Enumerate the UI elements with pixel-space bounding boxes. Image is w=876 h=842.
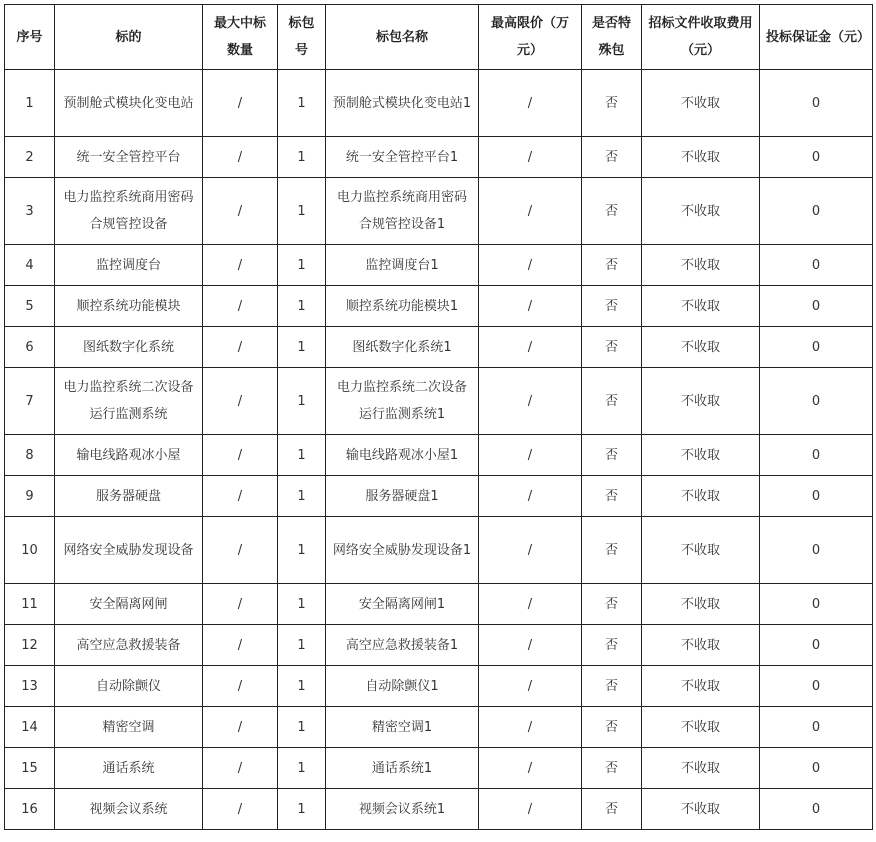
cell-package-name: 图纸数字化系统1 — [326, 327, 479, 368]
cell-max-quantity: / — [203, 476, 278, 517]
cell-price-limit: / — [479, 666, 582, 707]
cell-max-quantity: / — [203, 707, 278, 748]
cell-special: 否 — [582, 286, 642, 327]
table-row — [5, 666, 873, 707]
cell-no: 16 — [5, 789, 55, 830]
cell-price-limit: / — [479, 327, 582, 368]
cell-no: 10 — [5, 517, 55, 584]
cell-deposit: 0 — [760, 789, 873, 830]
cell-deposit: 0 — [760, 286, 873, 327]
cell-package-no: 1 — [278, 245, 326, 286]
cell-package-name: 服务器硬盘1 — [326, 476, 479, 517]
cell-no: 13 — [5, 666, 55, 707]
cell-item: 高空应急救援装备 — [55, 625, 203, 666]
table-row — [5, 368, 873, 435]
cell-deposit: 0 — [760, 368, 873, 435]
cell-package-name: 电力监控系统二次设备运行监测系统1 — [326, 368, 479, 435]
cell-max-quantity: / — [203, 748, 278, 789]
cell-no: 9 — [5, 476, 55, 517]
table-row — [5, 625, 873, 666]
cell-special: 否 — [582, 245, 642, 286]
cell-deposit: 0 — [760, 517, 873, 584]
cell-price-limit: / — [479, 137, 582, 178]
cell-item: 服务器硬盘 — [55, 476, 203, 517]
cell-package-no: 1 — [278, 137, 326, 178]
cell-item: 输电线路观冰小屋 — [55, 435, 203, 476]
cell-price-limit: / — [479, 286, 582, 327]
cell-fee: 不收取 — [642, 178, 760, 245]
table-row — [5, 584, 873, 625]
cell-fee: 不收取 — [642, 625, 760, 666]
cell-max-quantity: / — [203, 70, 278, 137]
cell-deposit: 0 — [760, 625, 873, 666]
cell-no: 1 — [5, 70, 55, 137]
cell-max-quantity: / — [203, 435, 278, 476]
cell-max-quantity: / — [203, 327, 278, 368]
cell-no: 14 — [5, 707, 55, 748]
cell-item: 统一安全管控平台 — [55, 137, 203, 178]
table-row — [5, 748, 873, 789]
table-row — [5, 137, 873, 178]
cell-fee: 不收取 — [642, 435, 760, 476]
cell-max-quantity: / — [203, 178, 278, 245]
cell-item: 监控调度台 — [55, 245, 203, 286]
cell-item: 顺控系统功能模块 — [55, 286, 203, 327]
cell-package-no: 1 — [278, 368, 326, 435]
cell-package-no: 1 — [278, 625, 326, 666]
cell-fee: 不收取 — [642, 517, 760, 584]
cell-fee: 不收取 — [642, 70, 760, 137]
cell-fee: 不收取 — [642, 707, 760, 748]
cell-package-name: 精密空调1 — [326, 707, 479, 748]
cell-special: 否 — [582, 327, 642, 368]
cell-max-quantity: / — [203, 245, 278, 286]
cell-deposit: 0 — [760, 245, 873, 286]
cell-fee: 不收取 — [642, 137, 760, 178]
cell-fee: 不收取 — [642, 286, 760, 327]
header-cell: 投标保证金（元） — [760, 5, 873, 70]
cell-package-name: 网络安全威胁发现设备1 — [326, 517, 479, 584]
cell-price-limit: / — [479, 748, 582, 789]
cell-special: 否 — [582, 178, 642, 245]
cell-package-name: 自动除颤仪1 — [326, 666, 479, 707]
cell-special: 否 — [582, 789, 642, 830]
cell-fee: 不收取 — [642, 748, 760, 789]
header-cell: 最高限价（万元） — [479, 5, 582, 70]
cell-deposit: 0 — [760, 476, 873, 517]
cell-max-quantity: / — [203, 137, 278, 178]
cell-deposit: 0 — [760, 178, 873, 245]
cell-item: 通话系统 — [55, 748, 203, 789]
cell-fee: 不收取 — [642, 584, 760, 625]
cell-deposit: 0 — [760, 584, 873, 625]
table-row — [5, 327, 873, 368]
cell-price-limit: / — [479, 70, 582, 137]
cell-fee: 不收取 — [642, 245, 760, 286]
cell-special: 否 — [582, 368, 642, 435]
cell-package-name: 通话系统1 — [326, 748, 479, 789]
cell-price-limit: / — [479, 435, 582, 476]
cell-price-limit: / — [479, 245, 582, 286]
table-row — [5, 707, 873, 748]
cell-package-no: 1 — [278, 70, 326, 137]
cell-special: 否 — [582, 666, 642, 707]
cell-max-quantity: / — [203, 789, 278, 830]
cell-package-name: 高空应急救援装备1 — [326, 625, 479, 666]
header-cell: 序号 — [5, 5, 55, 70]
cell-item: 自动除颤仪 — [55, 666, 203, 707]
cell-fee: 不收取 — [642, 789, 760, 830]
cell-fee: 不收取 — [642, 368, 760, 435]
cell-no: 5 — [5, 286, 55, 327]
cell-item: 视频会议系统 — [55, 789, 203, 830]
cell-special: 否 — [582, 70, 642, 137]
cell-no: 15 — [5, 748, 55, 789]
cell-package-name: 安全隔离网闸1 — [326, 584, 479, 625]
cell-item: 图纸数字化系统 — [55, 327, 203, 368]
table-row — [5, 789, 873, 830]
table-row — [5, 517, 873, 584]
cell-package-name: 输电线路观冰小屋1 — [326, 435, 479, 476]
cell-price-limit: / — [479, 476, 582, 517]
cell-special: 否 — [582, 137, 642, 178]
cell-special: 否 — [582, 625, 642, 666]
cell-item: 精密空调 — [55, 707, 203, 748]
cell-deposit: 0 — [760, 707, 873, 748]
cell-no: 12 — [5, 625, 55, 666]
table-header-row — [5, 5, 873, 70]
cell-max-quantity: / — [203, 666, 278, 707]
table-row — [5, 245, 873, 286]
cell-special: 否 — [582, 517, 642, 584]
cell-special: 否 — [582, 748, 642, 789]
cell-package-no: 1 — [278, 178, 326, 245]
cell-deposit: 0 — [760, 327, 873, 368]
cell-price-limit: / — [479, 584, 582, 625]
cell-item: 电力监控系统二次设备运行监测系统 — [55, 368, 203, 435]
cell-no: 11 — [5, 584, 55, 625]
header-cell: 招标文件收取费用（元） — [642, 5, 760, 70]
cell-package-name: 电力监控系统商用密码合规管控设备1 — [326, 178, 479, 245]
cell-deposit: 0 — [760, 70, 873, 137]
cell-package-name: 统一安全管控平台1 — [326, 137, 479, 178]
table-row — [5, 435, 873, 476]
cell-max-quantity: / — [203, 368, 278, 435]
cell-no: 3 — [5, 178, 55, 245]
cell-package-no: 1 — [278, 666, 326, 707]
cell-package-no: 1 — [278, 584, 326, 625]
cell-package-name: 视频会议系统1 — [326, 789, 479, 830]
cell-max-quantity: / — [203, 584, 278, 625]
cell-fee: 不收取 — [642, 666, 760, 707]
cell-no: 7 — [5, 368, 55, 435]
cell-deposit: 0 — [760, 748, 873, 789]
cell-deposit: 0 — [760, 137, 873, 178]
cell-package-no: 1 — [278, 517, 326, 584]
cell-price-limit: / — [479, 517, 582, 584]
table-row — [5, 178, 873, 245]
cell-package-no: 1 — [278, 327, 326, 368]
bid-package-table — [4, 4, 873, 830]
cell-no: 2 — [5, 137, 55, 178]
cell-package-no: 1 — [278, 748, 326, 789]
cell-price-limit: / — [479, 789, 582, 830]
table-row — [5, 476, 873, 517]
cell-deposit: 0 — [760, 666, 873, 707]
cell-max-quantity: / — [203, 517, 278, 584]
cell-package-name: 监控调度台1 — [326, 245, 479, 286]
cell-special: 否 — [582, 476, 642, 517]
header-cell: 标包号 — [278, 5, 326, 70]
cell-package-no: 1 — [278, 789, 326, 830]
cell-price-limit: / — [479, 178, 582, 245]
cell-no: 6 — [5, 327, 55, 368]
header-cell: 标包名称 — [326, 5, 479, 70]
table-row — [5, 70, 873, 137]
cell-item: 电力监控系统商用密码合规管控设备 — [55, 178, 203, 245]
cell-package-name: 顺控系统功能模块1 — [326, 286, 479, 327]
cell-package-no: 1 — [278, 707, 326, 748]
cell-deposit: 0 — [760, 435, 873, 476]
cell-special: 否 — [582, 707, 642, 748]
cell-package-name: 预制舱式模块化变电站1 — [326, 70, 479, 137]
cell-special: 否 — [582, 584, 642, 625]
cell-fee: 不收取 — [642, 327, 760, 368]
cell-item: 安全隔离网闸 — [55, 584, 203, 625]
cell-item: 预制舱式模块化变电站 — [55, 70, 203, 137]
header-cell: 是否特殊包 — [582, 5, 642, 70]
cell-no: 8 — [5, 435, 55, 476]
cell-price-limit: / — [479, 625, 582, 666]
cell-max-quantity: / — [203, 286, 278, 327]
cell-package-no: 1 — [278, 435, 326, 476]
cell-package-no: 1 — [278, 286, 326, 327]
header-cell: 最大中标数量 — [203, 5, 278, 70]
table-row — [5, 286, 873, 327]
header-cell: 标的 — [55, 5, 203, 70]
cell-item: 网络安全威胁发现设备 — [55, 517, 203, 584]
cell-no: 4 — [5, 245, 55, 286]
cell-price-limit: / — [479, 368, 582, 435]
cell-package-no: 1 — [278, 476, 326, 517]
cell-special: 否 — [582, 435, 642, 476]
cell-fee: 不收取 — [642, 476, 760, 517]
cell-max-quantity: / — [203, 625, 278, 666]
cell-price-limit: / — [479, 707, 582, 748]
